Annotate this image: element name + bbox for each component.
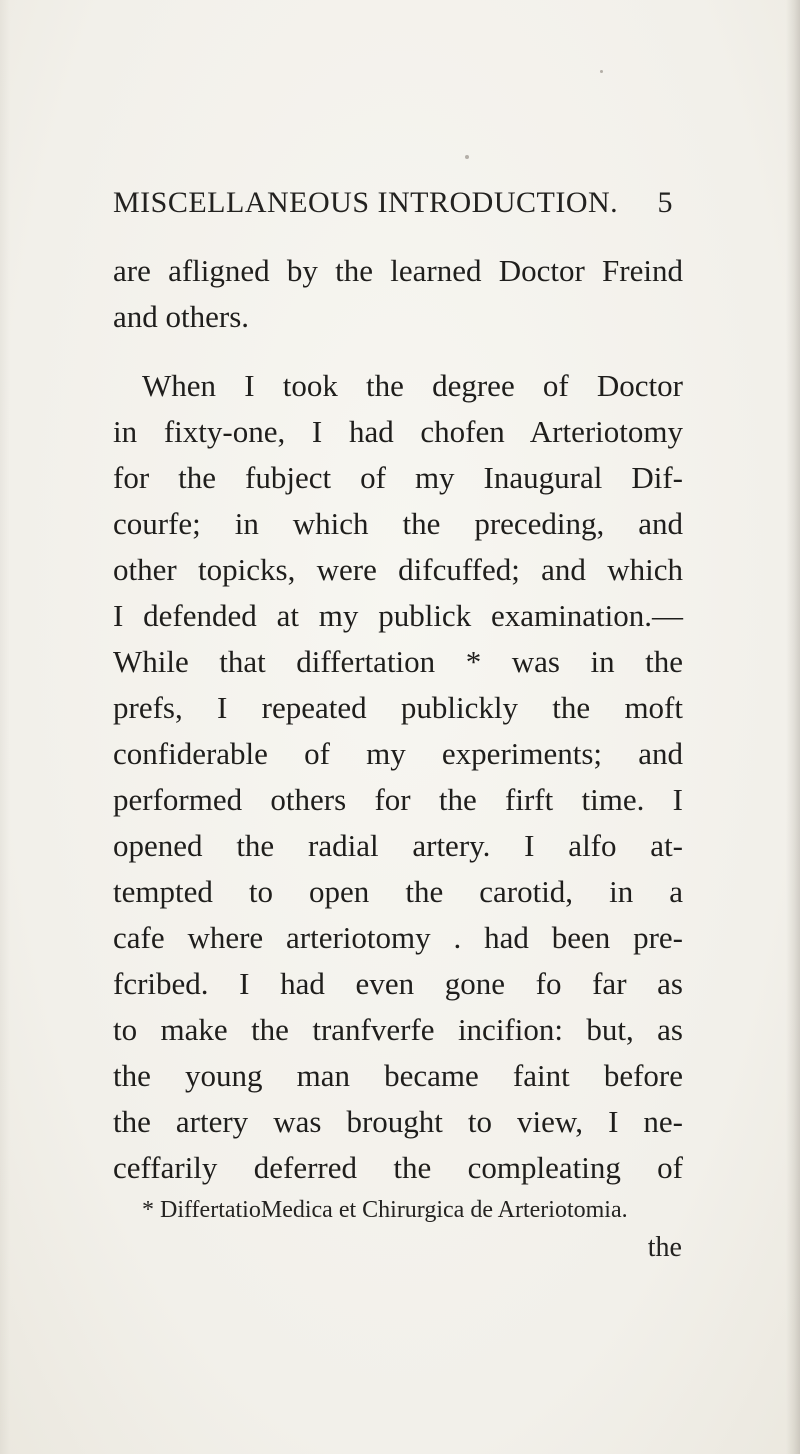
text-line: other topicks, were difcuffed; and which [113, 552, 683, 587]
text-line: performed others for the firft time. I [113, 782, 683, 817]
ink-speck [600, 70, 603, 73]
text-line: fcribed. I had even gone fo far as [113, 966, 683, 1001]
footnote: * DiffertatioMedica et Chirurgica de Arteriotomia. [142, 1197, 628, 1223]
page-number: 5 [657, 186, 673, 219]
running-title: MISCELLANEOUS INTRODUCTION. [113, 186, 619, 219]
text-line: for the fubject of my Inaugural Dif- [113, 460, 683, 495]
text-line: I defended at my publick examination.— [113, 598, 683, 633]
text-line: prefs, I repeated publickly the moft [113, 690, 683, 725]
text-line: ceffarily deferred the compleating of [113, 1150, 683, 1185]
text-line: and others. [113, 299, 250, 334]
text-line: confiderable of my experiments; and [113, 736, 683, 771]
text-line: tempted to open the carotid, in a [113, 874, 683, 909]
running-header [113, 186, 673, 232]
text-line: the young man became faint before [113, 1058, 683, 1093]
ink-speck [465, 155, 469, 159]
text-line: are afligned by the learned Doctor Freind [113, 253, 683, 288]
text-line: the artery was brought to view, I ne- [113, 1104, 683, 1139]
text-line: When I took the degree of Doctor [142, 368, 683, 403]
catchword: the [647, 1232, 682, 1263]
text-line: in fixty-one, I had chofen Arteriotomy [113, 414, 683, 449]
text-line: cafe where arteriotomy . had been pre- [113, 920, 683, 955]
text-line: opened the radial artery. I alfo at- [113, 828, 683, 863]
text-line: courfe; in which the preceding, and [113, 506, 683, 541]
page-edge-right [786, 0, 800, 1454]
text-line: to make the tranfverfe incifion: but, as [113, 1012, 683, 1047]
text-line: While that differtation * was in the [113, 644, 683, 679]
page-edge-left [0, 0, 10, 1454]
